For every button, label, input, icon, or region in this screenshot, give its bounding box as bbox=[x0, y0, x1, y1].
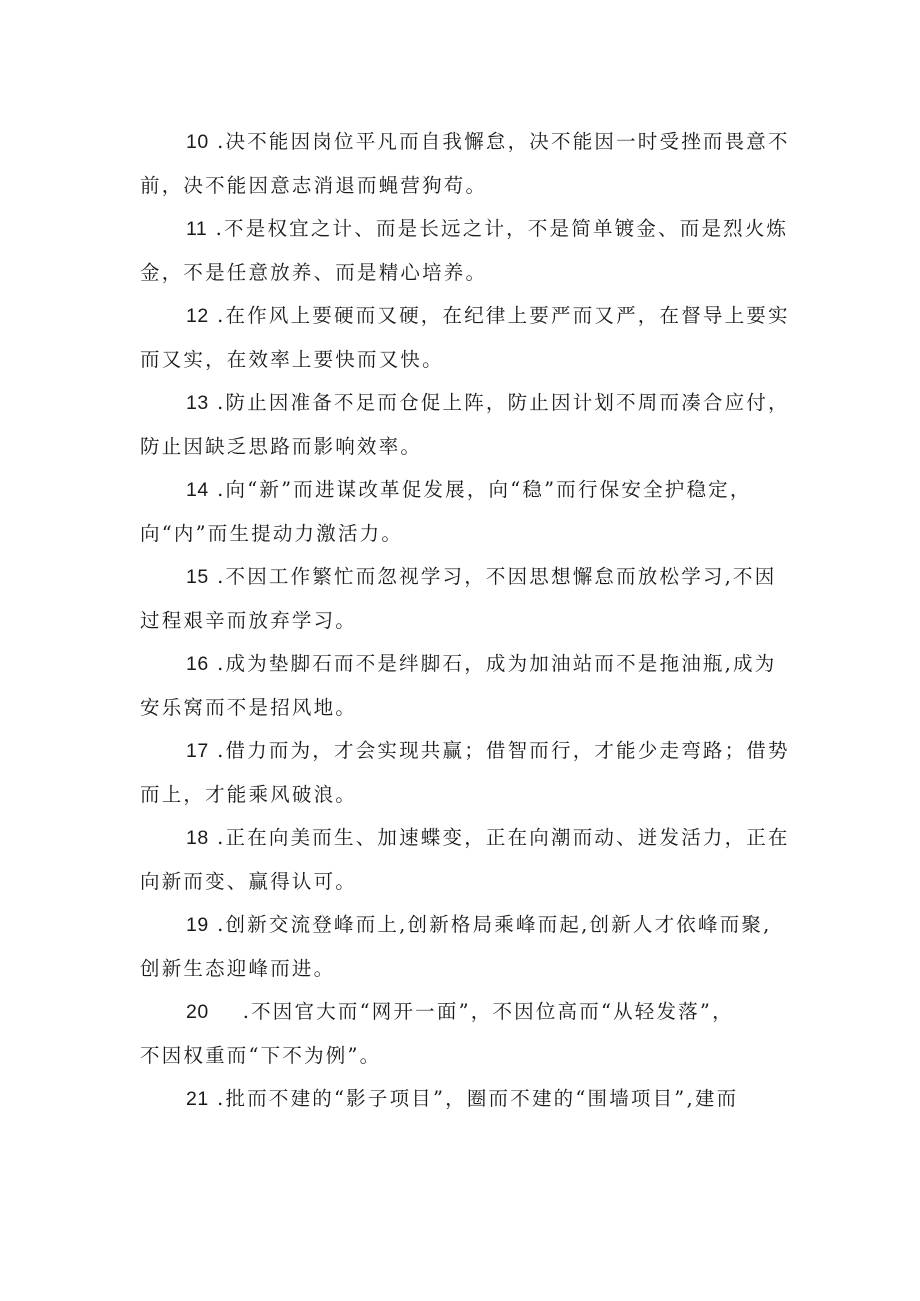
item-number: 12 bbox=[186, 305, 209, 327]
item-text: .创新交流登峰而上,创新格局乘峰而起,创新人才依峰而聚, bbox=[208, 913, 772, 936]
list-item bbox=[140, 642, 790, 730]
item-text: .不是权宜之计、而是长远之计，不是简单镀金、而是烈火炼 bbox=[207, 217, 789, 240]
item-line-2: 金，不是任意放养、而是精心培养。 bbox=[140, 261, 488, 284]
item-line-1 bbox=[140, 294, 790, 338]
item-number: 13 bbox=[186, 392, 209, 414]
item-line-1 bbox=[140, 903, 790, 947]
item-line-1 bbox=[140, 120, 790, 164]
item-line-2: 创新生态迎峰而进。 bbox=[140, 957, 336, 980]
item-line-1 bbox=[140, 729, 790, 773]
list-item bbox=[140, 120, 790, 208]
list-item bbox=[140, 729, 790, 817]
item-number: 15 bbox=[186, 566, 209, 588]
item-text: .在作风上要硬而又硬，在纪律上要严而又严，在督导上要实 bbox=[208, 304, 790, 327]
item-line-2: 安乐窝而不是招风地。 bbox=[140, 696, 358, 719]
item-number: 10 bbox=[186, 131, 209, 153]
item-line-1 bbox=[140, 555, 790, 599]
item-number: 18 bbox=[186, 827, 209, 849]
item-text: .不因工作繁忙而忽视学习，不因思想懈怠而放松学习,不因 bbox=[208, 565, 777, 588]
item-text: .成为垫脚石而不是绊脚石，成为加油站而不是拖油瓶,成为 bbox=[208, 652, 777, 675]
item-line-1 bbox=[140, 816, 790, 860]
item-line-1 bbox=[140, 642, 790, 686]
list-item bbox=[140, 294, 790, 382]
item-line-2: 防止因缺乏思路而影响效率。 bbox=[140, 435, 423, 458]
list-item bbox=[140, 990, 790, 1078]
item-number: 21 bbox=[186, 1088, 209, 1110]
list-item bbox=[140, 555, 790, 643]
item-text: .防止因准备不足而仓促上阵，防止因计划不周而凑合应付， bbox=[208, 391, 790, 414]
item-text: .正在向美而生、加速蝶变，正在向潮而动、迸发活力，正在 bbox=[208, 826, 790, 849]
item-number: 20 bbox=[186, 1001, 209, 1023]
item-line-2: 前，决不能因意志消退而蝇营狗苟。 bbox=[140, 174, 488, 197]
item-line-1 bbox=[140, 468, 790, 512]
item-number: 19 bbox=[186, 914, 209, 936]
item-text: .决不能因岗位平凡而自我懈怠，决不能因一时受挫而畏意不 bbox=[208, 130, 790, 153]
list-item bbox=[140, 1077, 790, 1121]
item-line-1 bbox=[140, 207, 790, 251]
item-text: .不因官大而“网开一面”，不因位高而“从轻发落”， bbox=[242, 1000, 734, 1023]
item-number: 11 bbox=[186, 218, 208, 240]
item-line-2: 向“内”而生提动力激活力。 bbox=[140, 522, 404, 545]
item-number: 17 bbox=[186, 740, 209, 762]
item-line-2: 而上，才能乘风破浪。 bbox=[140, 783, 358, 806]
item-number: 14 bbox=[186, 479, 209, 501]
item-line-2: 向新而变、赢得认可。 bbox=[140, 870, 358, 893]
list-item bbox=[140, 903, 790, 991]
item-line-1 bbox=[140, 381, 790, 425]
list-item bbox=[140, 816, 790, 904]
list-item bbox=[140, 207, 790, 295]
item-line-2: 而又实，在效率上要快而又快。 bbox=[140, 348, 444, 371]
item-number: 16 bbox=[186, 653, 209, 675]
item-line-1 bbox=[140, 990, 790, 1034]
item-line-2: 过程艰辛而放弃学习。 bbox=[140, 609, 358, 632]
list-item bbox=[140, 381, 790, 469]
item-text: .借力而为，才会实现共赢；借智而行，才能少走弯路；借势 bbox=[208, 739, 790, 762]
item-text: .向“新”而进谋改革促发展，向“稳”而行保安全护稳定， bbox=[208, 478, 752, 501]
item-text: .批而不建的“影子项目”，圈而不建的“围墙项目”,建而 bbox=[208, 1087, 739, 1110]
item-line-1 bbox=[140, 1077, 790, 1121]
list-item bbox=[140, 468, 790, 556]
item-line-2: 不因权重而“下不为例”。 bbox=[140, 1044, 382, 1067]
